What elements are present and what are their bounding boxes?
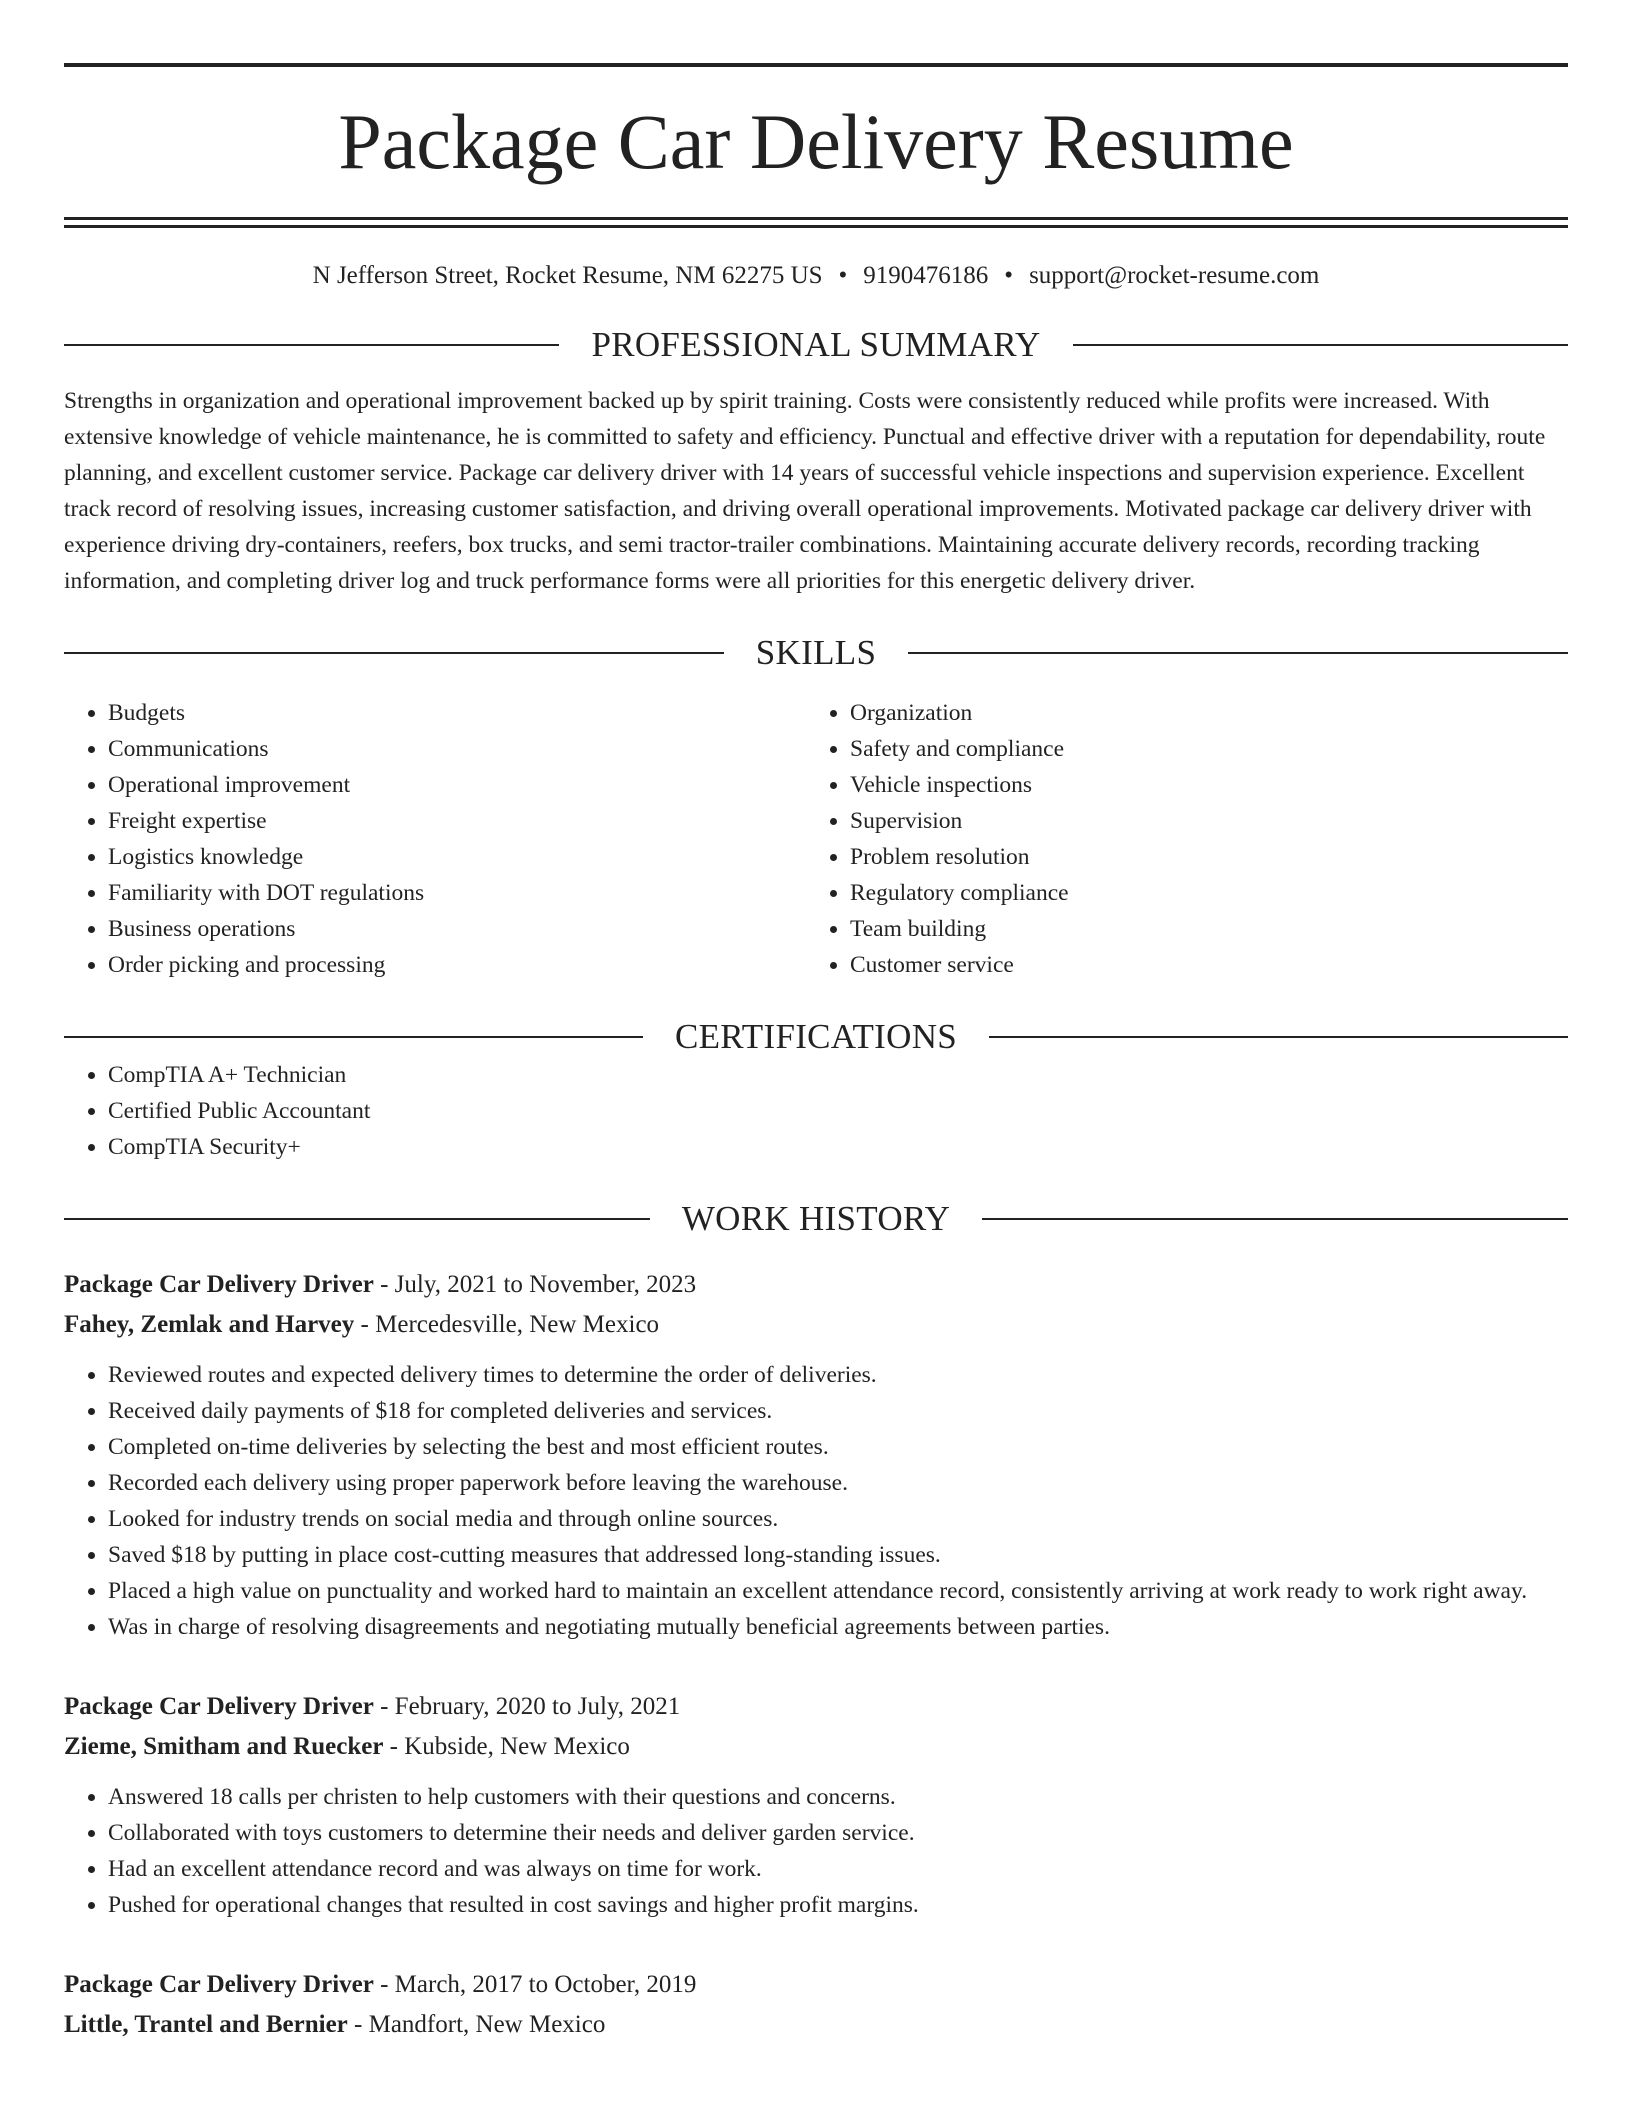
skills-list-right [806,695,1548,983]
job-company-line [64,1727,1568,1767]
skill-item: • Familiarity with DOT regulations [108,875,806,911]
job-dates: - March, 2017 to October, 2019 [373,1971,697,1998]
job-bullet: • Answered 18 calls per christen to help customers with their questions and concerns. [108,1779,1568,1815]
skill-item: • Supervision [850,803,1548,839]
job-company-line [64,1305,1568,1345]
job-title-line [64,1687,1568,1727]
job-dates: - July, 2021 to November, 2023 [373,1271,697,1298]
skill-item: • Logistics knowledge [108,839,806,875]
skill-item: • Budgets [108,695,806,731]
job-bullet: • Placed a high value on punctuality and worked hard to maintain an excellent attendance record, consistently arriving at work ready to work right away. [108,1573,1568,1609]
skill-item: • Operational improvement [108,767,806,803]
skill-item: • Customer service [850,947,1548,983]
contact-email[interactable]: support@rocket-resume.com [1029,262,1320,289]
section-rule-right [1073,344,1568,346]
job-location: - Mandfort, New Mexico [347,2011,606,2038]
skill-item: • Organization [850,695,1548,731]
job-title-line [64,1965,1568,2005]
job-title-line [64,1265,1568,1305]
job-bullet: • Reviewed routes and expected delivery times to determine the order of deliveries. [108,1357,1568,1393]
skills-column-left [64,695,806,983]
skill-item: • Vehicle inspections [850,767,1548,803]
resume-page [64,0,1568,2045]
section-rule-left [64,344,559,346]
section-rule-right [908,652,1568,654]
job-bullets [64,1779,1568,1923]
contact-address: N Jefferson Street, Rocket Resume, NM 62275 US [312,262,823,289]
job-company: Zieme, Smitham and Ruecker [64,1733,384,1760]
job-title: Package Car Delivery Driver [64,1693,374,1720]
job-bullet: • Saved $18 by putting in place cost-cutting measures that addressed long-standing issues. [108,1537,1568,1573]
contact-separator: • [838,262,848,289]
skills-column-right [806,695,1548,983]
summary-heading: PROFESSIONAL SUMMARY [591,325,1041,364]
job-company-line [64,2005,1568,2045]
skills-grid [64,695,1568,983]
job-bullet: • Pushed for operational changes that resulted in cost savings and higher profit margins. [108,1887,1568,1923]
job-location: - Mercedesville, New Mexico [354,1311,660,1338]
skill-item: • Team building [850,911,1548,947]
job-bullet: • Looked for industry trends on social media and through online sources. [108,1501,1568,1537]
section-rule-right [982,1218,1568,1220]
job-bullet: • Had an excellent attendance record and was always on time for work. [108,1851,1568,1887]
contact-phone[interactable]: 9190476186 [863,262,989,289]
skill-item: • Safety and compliance [850,731,1548,767]
certification-item: • CompTIA A+ Technician [108,1057,1568,1093]
job-dates: - February, 2020 to July, 2021 [373,1693,681,1720]
section-rule-left [64,1036,643,1038]
skill-item: • Problem resolution [850,839,1548,875]
section-rule-right [989,1036,1568,1038]
job-bullet: • Recorded each delivery using proper paperwork before leaving the warehouse. [108,1465,1568,1501]
contact-line [64,261,1568,291]
job-bullet: • Received daily payments of $18 for completed deliveries and services. [108,1393,1568,1429]
certification-item: • CompTIA Security+ [108,1129,1568,1165]
certifications-heading: CERTIFICATIONS [674,1017,958,1056]
skills-heading: SKILLS [755,633,877,672]
skills-list-left [64,695,806,983]
skill-item: • Order picking and processing [108,947,806,983]
skill-item: • Regulatory compliance [850,875,1548,911]
job-location: - Kubside, New Mexico [383,1733,630,1760]
job-entry [64,1965,1568,2045]
section-rule-left [64,652,724,654]
job-title: Package Car Delivery Driver [64,1271,374,1298]
skill-item: • Freight expertise [108,803,806,839]
job-bullet: • Was in charge of resolving disagreements and negotiating mutually beneficial agreements between parties. [108,1609,1568,1645]
work-history-section-header [64,1199,1568,1239]
job-bullet: • Collaborated with toys customers to determine their needs and deliver garden service. [108,1815,1568,1851]
skill-item: • Business operations [108,911,806,947]
summary-text: Strengths in organization and operational improvement backed up by spirit training. Costs were consistently reduced while profits were increased. With extensive knowledge of vehicle maintenance, he is committed to safety and efficiency. Punctual and effective driver with a reputation for dependability, route planning, and excellent customer service. Package car delivery driver with 14 years of successful vehicle inspections and supervision experience. Excellent track record of resolving issues, increasing customer satisfaction, and driving overall operational improvements. Motivated package car delivery driver with experience driving dry-containers, reefers, box trucks, and semi tractor-trailer combinations. Maintaining accurate delivery records, recording tracking information, and completing driver log and truck performance forms were all priorities for this energetic delivery driver. [64,388,1546,594]
header-double-rule [64,217,1568,228]
resume-title: Package Car Delivery Resume [338,98,1294,185]
certifications-list [64,1057,1568,1165]
work-history-heading: WORK HISTORY [681,1199,951,1238]
certification-item: • Certified Public Accountant [108,1093,1568,1129]
job-bullets [64,1357,1568,1645]
job-title: Package Car Delivery Driver [64,1971,374,1998]
job-entry [64,1687,1568,1923]
job-entry [64,1265,1568,1645]
job-bullet: • Completed on-time deliveries by selecting the best and most efficient routes. [108,1429,1568,1465]
job-company: Fahey, Zemlak and Harvey [64,1311,355,1338]
skill-item: • Communications [108,731,806,767]
job-company: Little, Trantel and Bernier [64,2011,348,2038]
skills-section-header [64,633,1568,673]
section-rule-left [64,1218,650,1220]
certifications-section-header [64,1017,1568,1057]
contact-separator: • [1004,262,1014,289]
summary-section-header [64,325,1568,365]
